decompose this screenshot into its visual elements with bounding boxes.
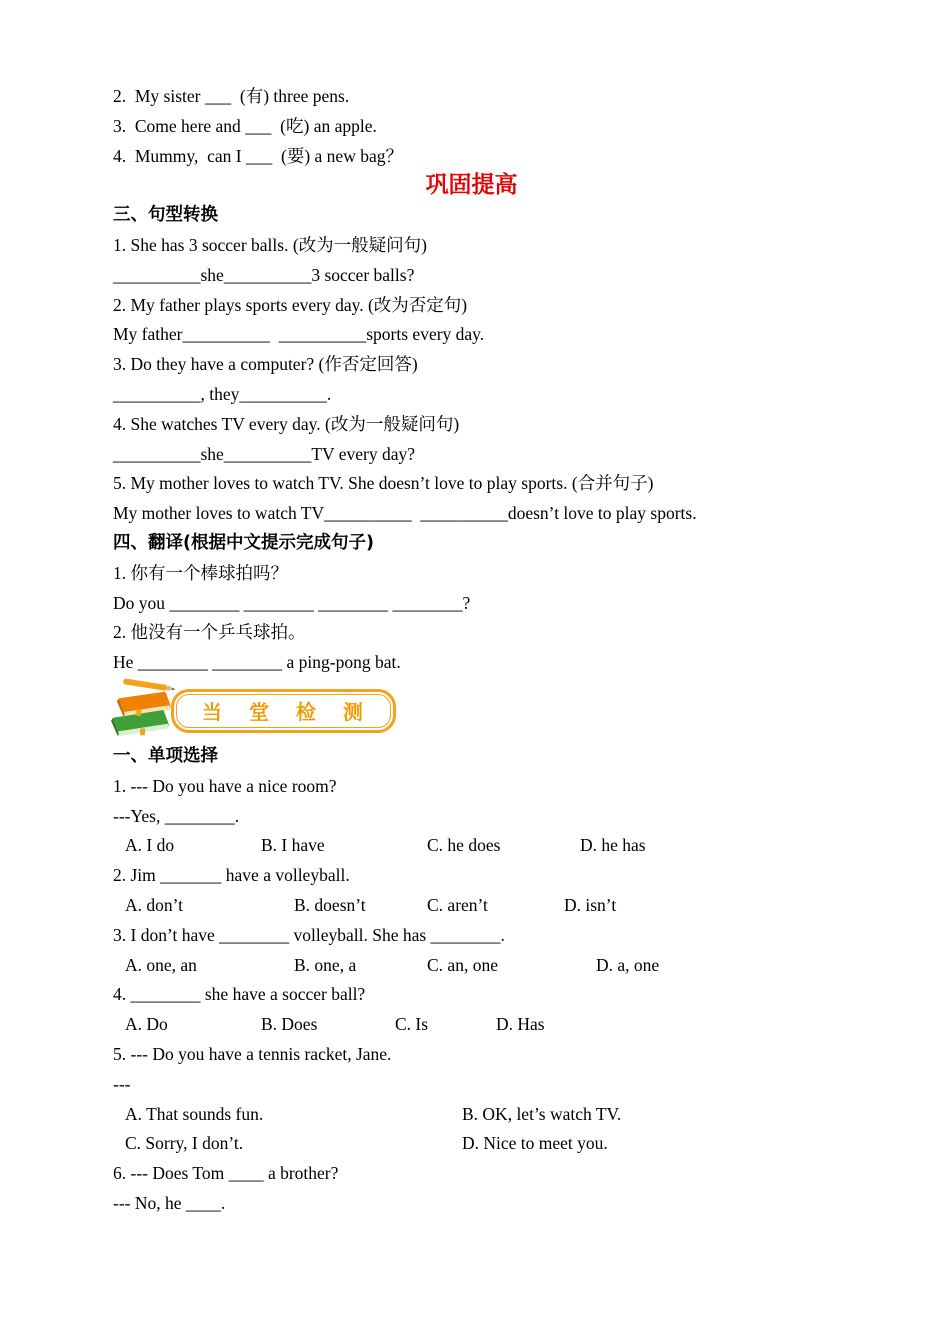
option-d: D. isn’t <box>564 894 617 915</box>
exercise-line: My mother loves to watch TV__________ __________doesn’t love to play sports. <box>113 503 697 524</box>
exercise-line: Do you ________ ________ ________ ________? <box>113 592 471 613</box>
exercise-line: He ________ ________ a ping-pong bat. <box>113 652 401 673</box>
option-b: B. OK, let’s watch TV. <box>462 1103 622 1124</box>
option-c: C. Is <box>395 1014 429 1035</box>
option-d: D. he has <box>580 835 646 856</box>
exercise-line: 2. My father plays sports every day. (改为否定句) <box>113 294 468 315</box>
books-icon <box>107 677 185 745</box>
options-row <box>113 951 830 981</box>
options-row <box>113 831 830 861</box>
option-d: D. Has <box>496 1014 545 1035</box>
exercise-line: 2. 他没有一个乒乓球拍。 <box>113 622 306 643</box>
option-a: A. Do <box>125 1014 168 1035</box>
option-a: A. one, an <box>125 954 197 975</box>
exercise-line: 5. My mother loves to watch TV. She doesn’t love to play sports. (合并句子) <box>113 473 654 494</box>
option-a: A. I do <box>125 835 175 856</box>
section-title-consolidation: 巩固提高 <box>425 172 518 199</box>
fill-in-item: 3. Come here and ___ (吃) an apple. <box>113 115 377 136</box>
option-b: B. Does <box>261 1014 318 1035</box>
question-stem: ---Yes, ________. <box>113 805 240 826</box>
question-stem: 4. ________ she have a soccer ball? <box>113 984 366 1005</box>
exercise-line: __________she__________3 soccer balls? <box>113 264 415 285</box>
exercise-line: __________, they__________. <box>113 383 332 404</box>
badge-frame <box>171 689 396 733</box>
fill-in-item: 2. My sister ___ (有) three pens. <box>113 86 350 106</box>
option-c: C. aren’t <box>427 894 488 915</box>
exercise-line: 3. Do they have a computer? (作否定回答) <box>113 354 418 375</box>
heading-sentence-transform: 三、句型转换 <box>113 205 218 226</box>
fill-in-item: 4. Mummy, can I ___ (要) a new bag？ <box>113 145 403 166</box>
exercise-line: 1. 你有一个棒球拍吗？ <box>113 562 288 583</box>
exercise-line: 1. She has 3 soccer balls. (改为一般疑问句) <box>113 234 427 255</box>
heading-multiple-choice: 一、单项选择 <box>113 745 218 766</box>
question-stem: 1. --- Do you have a nice room? <box>113 775 337 796</box>
question-stem: 5. --- Do you have a tennis racket, Jane. <box>113 1043 392 1064</box>
badge-label: 当 堂 检 测 <box>202 700 373 725</box>
options-row <box>113 1010 830 1040</box>
question-stem: 3. I don’t have ________ volleyball. She has ________. <box>113 924 505 945</box>
options-row <box>113 891 830 921</box>
question-stem: --- <box>113 1073 131 1094</box>
heading-translation: 四、翻译(根据中文提示完成句子) <box>113 532 374 553</box>
question-stem: 2. Jim _______ have a volleyball. <box>113 865 350 886</box>
option-d: D. Nice to meet you. <box>462 1133 608 1154</box>
option-c: C. he does <box>427 835 501 856</box>
option-a: A. That sounds fun. <box>125 1103 264 1124</box>
option-a: A. don’t <box>125 894 184 915</box>
in-class-test-badge <box>107 680 830 742</box>
exercise-line: 4. She watches TV every day. (改为一般疑问句) <box>113 413 460 434</box>
exercise-line: __________she__________TV every day? <box>113 443 415 464</box>
option-c: C. Sorry, I don’t. <box>125 1133 244 1154</box>
options-row <box>113 1129 830 1159</box>
question-stem: --- No, he ____. <box>113 1192 226 1213</box>
option-d: D. a, one <box>596 954 660 975</box>
option-c: C. an, one <box>427 954 498 975</box>
option-b: B. doesn’t <box>294 894 366 915</box>
option-b: B. I have <box>261 835 325 856</box>
options-row <box>113 1100 830 1130</box>
option-b: B. one, a <box>294 954 357 975</box>
question-stem: 6. --- Does Tom ____ a brother? <box>113 1163 339 1184</box>
exercise-line: My father__________ __________sports every day. <box>113 324 485 345</box>
